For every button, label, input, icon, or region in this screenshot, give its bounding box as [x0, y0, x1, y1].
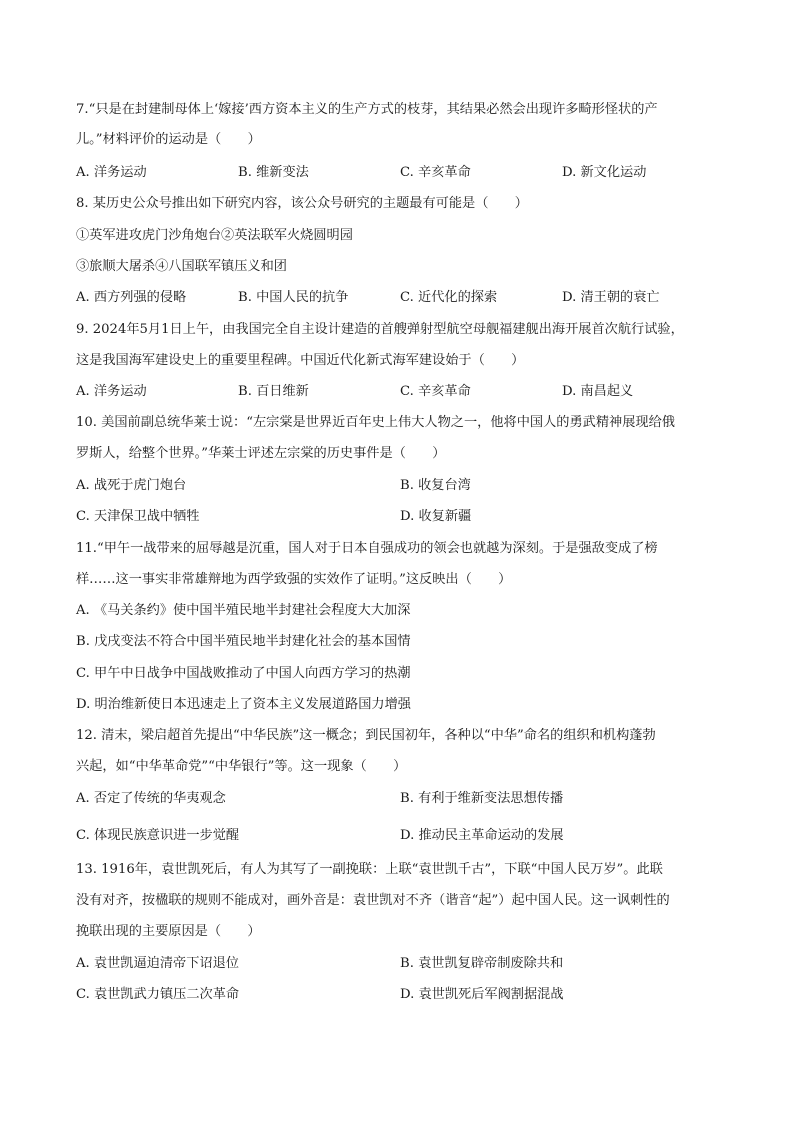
question-8-line-1: 8. 某历史公众号推出如下研究内容，该公众号研究的主题最有可能是（ ） [76, 196, 528, 211]
question-10-option-b: B. 收复台湾 [400, 478, 471, 493]
question-7-line-1: 7.“只是在封建制母体上‘嫁接’西方资本主义的生产方式的枝芽，其结果必然会出现许多畸形怪状的产 [76, 102, 658, 117]
question-9-option-c: C. 辛亥革命 [400, 384, 471, 399]
question-13-option-a: A. 袁世凯逼迫清帝下诏退位 [76, 956, 239, 971]
question-13-option-d: D. 袁世凯死后军阀割据混战 [400, 987, 564, 1002]
question-12-line-1: 12. 清末，梁启超首先提出“中华民族”这一概念；到民国初年，各种以“中华”命名的组织和机构蓬勃 [76, 728, 656, 743]
question-11-line-2: 样……这一事实非常雄辩地为西学致强的实效作了证明。”这反映出（ ） [76, 572, 512, 587]
question-12-line-2: 兴起，如“中华革命党”“中华银行”等。这一现象（ ） [76, 759, 407, 774]
question-8-option-d: D. 清王朝的衰亡 [562, 290, 660, 305]
question-11-line-1: 11.“甲午一战带来的屈辱越是沉重，国人对于日本自强成功的领会也就越为深刻。于是强敌变成了榜 [76, 541, 658, 556]
question-13-option-b: B. 袁世凯复辟帝制废除共和 [400, 956, 564, 971]
question-11-option-a: A. 《马关条约》使中国半殖民地半封建社会程度大大加深 [76, 603, 411, 618]
question-7-line-2: 儿。”材料评价的运动是（ ） [76, 132, 261, 147]
question-9-option-d: D. 南昌起义 [562, 384, 634, 399]
question-11-option-b: B. 戊戌变法不符合中国半殖民地半封建化社会的基本国情 [76, 634, 411, 649]
question-12-option-b: B. 有利于维新变法思想传播 [400, 791, 564, 806]
question-11-option-c: C. 甲午中日战争中国战败推动了中国人向西方学习的热潮 [76, 666, 411, 681]
question-13-line-2: 没有对齐，按楹联的规则不能成对，画外音是：袁世凯对不齐（谐音“起”）起中国人民。这一讽刺性的 [76, 893, 670, 908]
question-9-line-1: 9. 2024年5月1日上午，由我国完全自主设计建造的首艘弹射型航空母舰福建舰出海开展首次航行试验， [76, 322, 684, 337]
question-10-line-2: 罗斯人，给整个世界。”华莱士评述左宗棠的历史事件是（ ） [76, 446, 446, 461]
question-8-option-a: A. 西方列强的侵略 [76, 290, 187, 305]
question-10-option-d: D. 收复新疆 [400, 509, 472, 524]
question-7-option-a: A. 洋务运动 [76, 165, 147, 180]
question-13-option-c: C. 袁世凯武力镇压二次革命 [76, 987, 240, 1002]
question-8-option-b: B. 中国人民的抗争 [238, 290, 349, 305]
question-8-line-3: ③旅顺大屠杀④八国联军镇压义和团 [76, 259, 287, 274]
question-13-line-1: 13. 1916年，袁世凯死后，有人为其写了一副挽联：上联“袁世凯千古”，下联“中国人民万岁”。此联 [76, 862, 663, 877]
question-8-option-c: C. 近代化的探索 [400, 290, 498, 305]
question-8-line-2: ①英军进攻虎门沙角炮台②英法联军火烧圆明园 [76, 228, 353, 243]
question-12-option-d: D. 推动民主革命运动的发展 [400, 828, 564, 843]
question-12-option-a: A. 否定了传统的华夷观念 [76, 791, 226, 806]
question-7-option-b: B. 维新变法 [238, 165, 309, 180]
question-13-line-3: 挽联出现的主要原因是（ ） [76, 924, 261, 939]
question-9-option-b: B. 百日维新 [238, 384, 309, 399]
question-7-option-d: D. 新文化运动 [562, 165, 647, 180]
question-10-option-a: A. 战死于虎门炮台 [76, 478, 187, 493]
question-7-option-c: C. 辛亥革命 [400, 165, 471, 180]
question-12-option-c: C. 体现民族意识进一步觉醒 [76, 828, 240, 843]
question-11-option-d: D. 明治维新使日本迅速走上了资本主义发展道路国力增强 [76, 697, 411, 712]
question-10-option-c: C. 天津保卫战中牺牲 [76, 509, 200, 524]
question-9-line-2: 这是我国海军建设史上的重要里程碑。中国近代化新式海军建设始于（ ） [76, 353, 525, 368]
question-9-option-a: A. 洋务运动 [76, 384, 147, 399]
question-10-line-1: 10. 美国前副总统华莱士说：“左宗棠是世界近百年史上伟大人物之一，他将中国人的勇武精神展现给俄 [76, 415, 675, 430]
